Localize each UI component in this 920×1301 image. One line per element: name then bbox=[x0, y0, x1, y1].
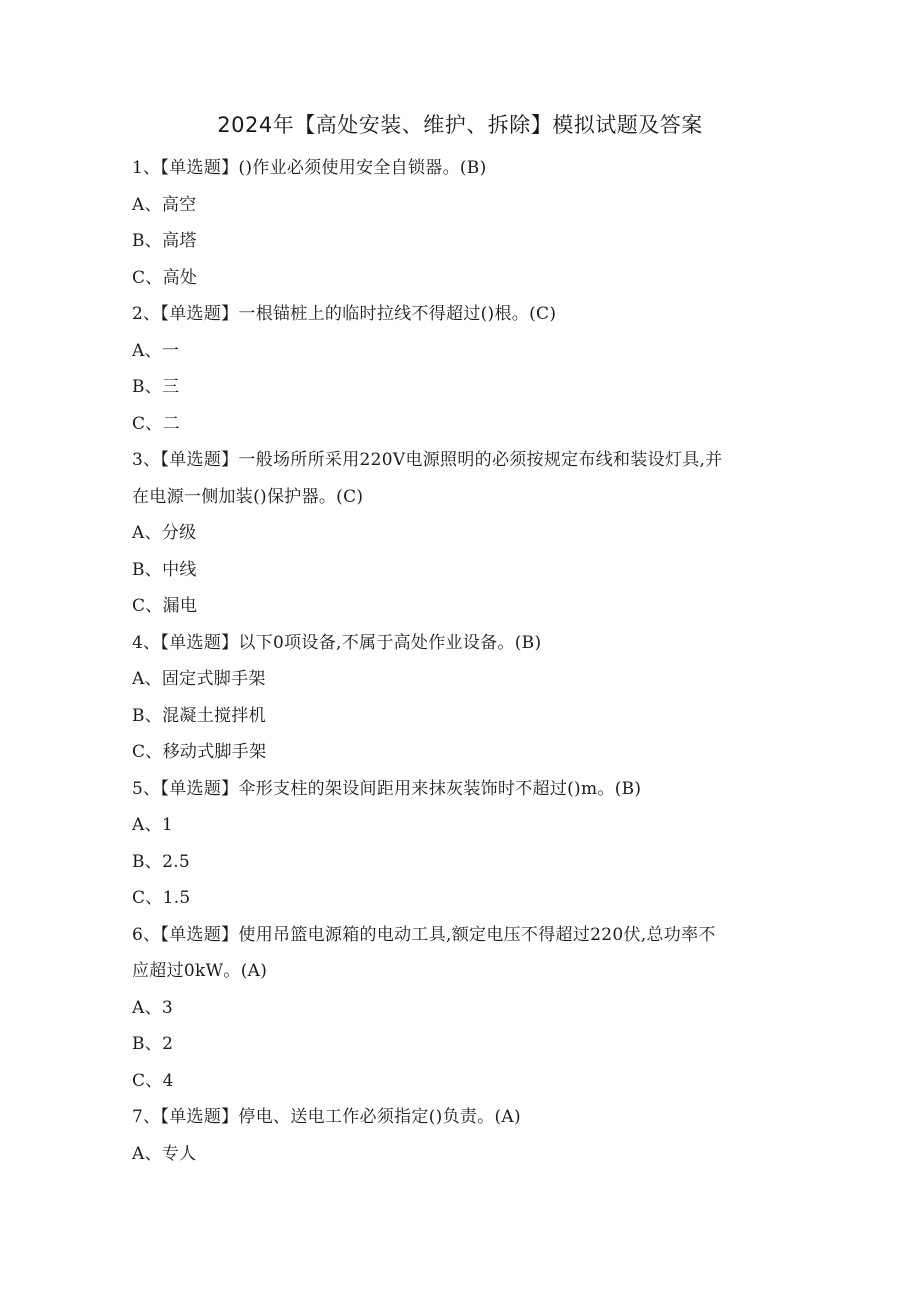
question-7 bbox=[132, 1099, 792, 1172]
option-b: B、高塔 bbox=[132, 231, 197, 251]
question-text: 2、【单选题】一根锚桩上的临时拉线不得超过()根。(C) bbox=[132, 304, 557, 324]
question-text: 7、【单选题】停电、送电工作必须指定()负责。(A) bbox=[132, 1107, 521, 1127]
option-c: C、4 bbox=[132, 1070, 174, 1091]
question-6 bbox=[132, 917, 792, 1100]
question-text: 4、【单选题】以下0项设备,不属于高处作业设备。(B) bbox=[132, 632, 542, 653]
page-title: 2024年【高处安装、维护、拆除】模拟试题及答案 bbox=[217, 113, 703, 137]
question-text: 6、【单选题】使用吊篮电源箱的电动工具,额定电压不得超过220伏,总功率不 bbox=[132, 924, 716, 945]
question-text: 1、【单选题】()作业必须使用安全自锁器。(B) bbox=[132, 158, 487, 178]
question-1 bbox=[132, 150, 792, 296]
question-text-continued: 在电源一侧加装()保护器。(C) bbox=[132, 486, 364, 507]
option-b: B、2.5 bbox=[132, 851, 191, 872]
question-3 bbox=[132, 442, 792, 625]
option-a: A、1 bbox=[132, 815, 173, 835]
question-5 bbox=[132, 771, 792, 917]
option-a: A、固定式脚手架 bbox=[132, 669, 266, 689]
option-c: C、二 bbox=[132, 413, 180, 434]
option-a: A、分级 bbox=[132, 523, 197, 543]
question-text: 3、【单选题】一般场所所采用220V电源照明的必须按规定布线和装设灯具,并 bbox=[132, 450, 723, 470]
question-text-continued: 应超过0kW。(A) bbox=[132, 961, 268, 981]
option-a: A、专人 bbox=[132, 1143, 197, 1164]
option-a: A、高空 bbox=[132, 194, 197, 215]
option-c: C、移动式脚手架 bbox=[132, 742, 267, 762]
option-c: C、高处 bbox=[132, 267, 198, 288]
option-c: C、1.5 bbox=[132, 888, 191, 908]
option-b: B、三 bbox=[132, 377, 180, 397]
option-b: B、混凝土搅拌机 bbox=[132, 705, 266, 726]
option-a: A、3 bbox=[132, 997, 173, 1018]
question-4 bbox=[132, 625, 792, 771]
option-b: B、2 bbox=[132, 1034, 174, 1054]
option-b: B、中线 bbox=[132, 559, 197, 580]
option-a: A、一 bbox=[132, 340, 180, 361]
option-c: C、漏电 bbox=[132, 596, 198, 616]
question-text: 5、【单选题】伞形支柱的架设间距用来抹灰装饰时不超过()m。(B) bbox=[132, 778, 642, 799]
question-list bbox=[132, 150, 792, 1172]
question-2 bbox=[132, 296, 792, 442]
